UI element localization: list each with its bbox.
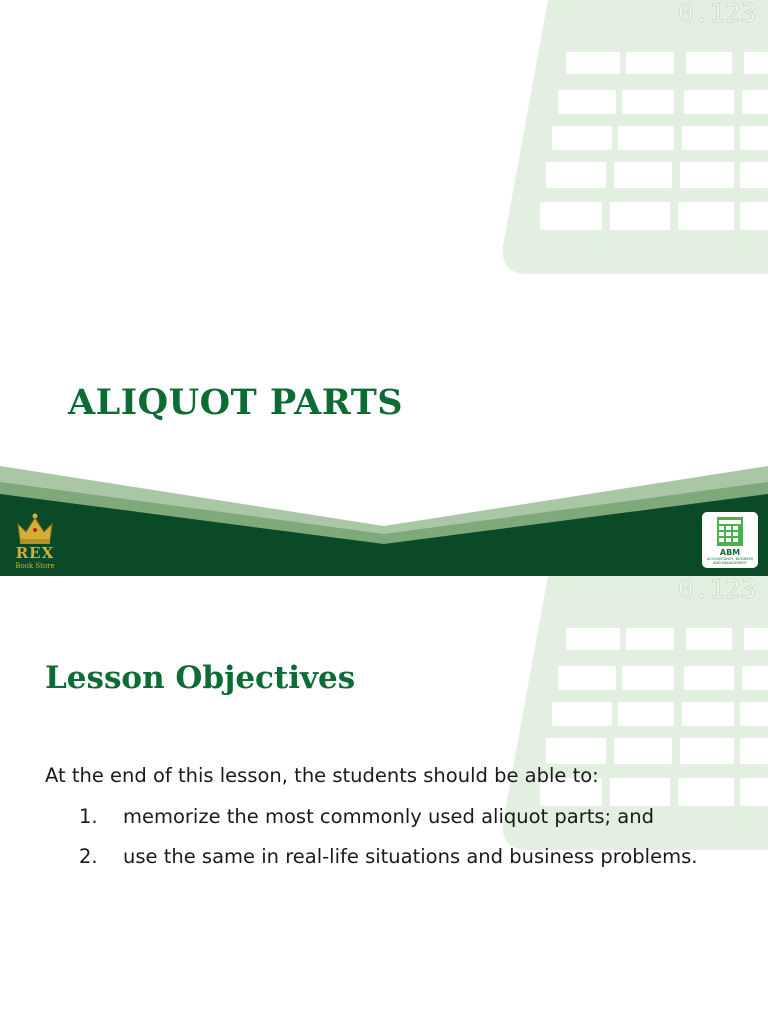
publisher-logo-name: REX	[15, 544, 55, 562]
green-banner	[0, 460, 768, 576]
publisher-logo-subtitle: Book Store	[15, 562, 55, 570]
objective-text: memorize the most commonly used aliquot parts; and	[123, 805, 654, 828]
strand-logo-subtitle: ACCOUNTANCY, BUSINESS AND MANAGEMENT	[706, 557, 754, 565]
objectives-heading: Lesson Objectives	[45, 660, 356, 696]
strand-logo-label: ABM	[719, 548, 741, 557]
calculator-background-icon	[0, 576, 768, 1024]
calculator-display: 0.123	[678, 576, 757, 605]
slide-title: ALIQUOT PARTS	[68, 382, 404, 423]
objective-number: 1.	[79, 805, 98, 828]
objectives-intro: At the end of this lesson, the students should be able to:	[45, 764, 599, 787]
objective-item	[45, 842, 745, 872]
calculator-display: 0.123	[678, 0, 757, 29]
objective-item	[45, 802, 745, 832]
objective-number: 2.	[79, 845, 98, 868]
objectives-slide	[0, 576, 768, 1024]
objectives-list	[45, 802, 745, 882]
objective-text: use the same in real-life situations and business problems.	[123, 845, 698, 868]
